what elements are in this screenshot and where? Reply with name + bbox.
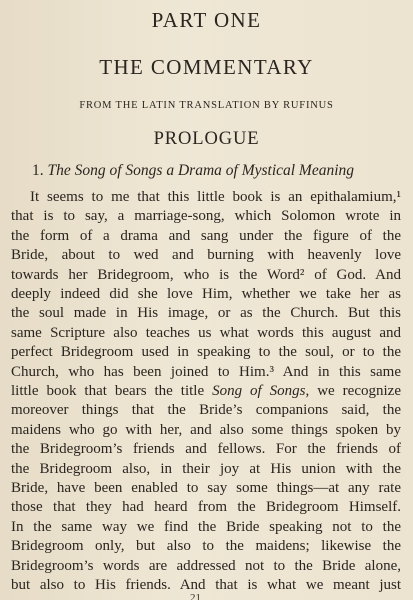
text-line: In the same way we find the Bride speaking not to the [11,518,401,535]
section-heading [32,160,412,182]
italic-title: Song of Songs [212,383,306,399]
text-line: maidens who go with her, and also some things spoken by [11,421,401,438]
section-number: 1. [32,162,44,179]
prologue-heading: PROLOGUE [153,129,260,149]
text-line: the Bridegroom’s friends and fellows. For the friends of [11,441,401,458]
text-line: It seems to me that this little book is an epithalamium,¹ [30,189,401,205]
text-line: Bride, about to wed and burning with heavenly love [11,247,401,264]
text-line: Bridegroom only, but also to the maidens; likewise the [11,538,401,555]
text-line: perfect Bridegroom used in speaking to the soul, or to the [11,344,401,361]
text-line: deeply indeed did she love Him, whether we take her as [11,286,401,302]
text-line: Bride, have been enabled to say some things—at any rate [11,480,401,496]
text-line: the Bridegroom also, in their joy at His union with the [11,460,401,477]
commentary-title: THE COMMENTARY [99,55,314,79]
text-line: Bridegroom’s words are addressed not to the Bride alone, [11,557,401,574]
text-line: the soul made in His image, or as the Church. But this [11,305,401,322]
text-line: Church, who has been joined to Him.³ And in this same [11,363,401,380]
text-line: but also to His friends. And that is what we meant just [11,577,401,593]
text-line: towards her Bridegroom, who is the Word² of God. And [11,266,401,283]
part-title: PART ONE [151,8,262,32]
page-number: 21 [190,592,201,600]
text-line: the form of a drama and sang under the figure of the [11,227,401,244]
section-title: The Song of Songs a Drama of Mystical Meaning [47,162,355,179]
text-line: moreover things that the Bride’s companions said, the [11,402,401,419]
translation-subtitle: FROM THE LATIN TRANSLATION BY RUFINUS [79,100,334,111]
text-line: those that they had heard from the Bridegroom Himself. [11,499,401,516]
text-line: same Scripture also teaches us what words this august and [11,324,401,341]
text-line: little book that bears the title Song of Songs, we recognize [11,383,401,399]
text-line: that is to say, a marriage-song, which Solomon wrote in [11,208,401,225]
